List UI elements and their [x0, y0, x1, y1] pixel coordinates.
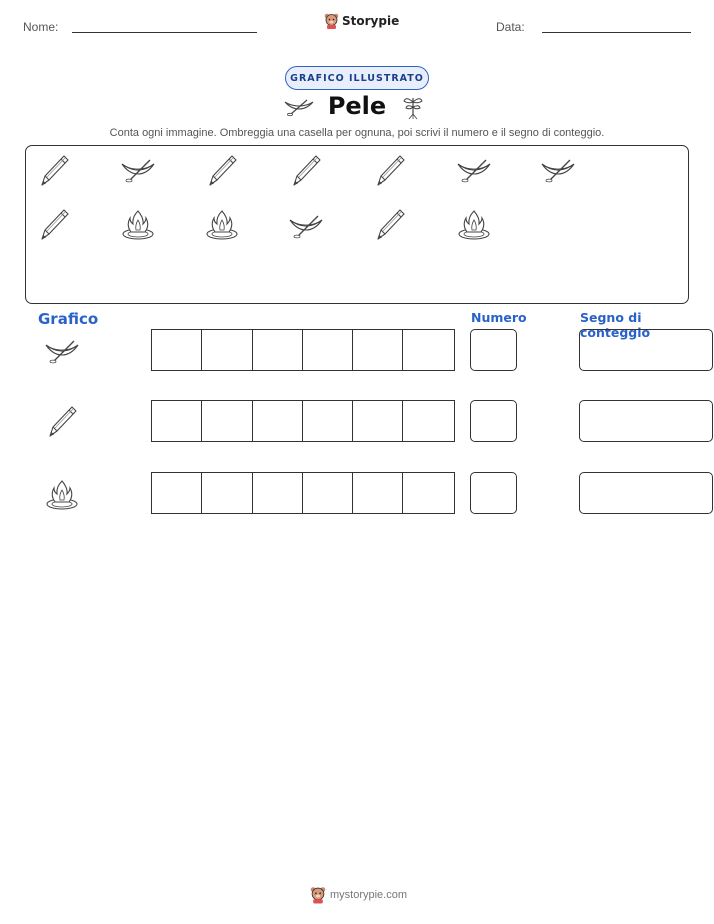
- tally-box-pencil[interactable]: [579, 400, 713, 442]
- picture-box: [25, 145, 689, 304]
- graph-cell[interactable]: [253, 330, 303, 370]
- canoe-icon: [288, 210, 324, 240]
- graph-row-canoe: [151, 329, 455, 371]
- graph-cell[interactable]: [403, 473, 453, 513]
- graph-cell[interactable]: [403, 330, 453, 370]
- graph-cell[interactable]: [152, 473, 202, 513]
- pencil-icon: [36, 206, 72, 242]
- canoe-icon: [44, 335, 80, 365]
- canoe-icon: [540, 154, 576, 184]
- graph-cell[interactable]: [202, 473, 252, 513]
- graph-cell[interactable]: [353, 401, 403, 441]
- worksheet-badge: GRAFICO ILLUSTRATO: [285, 66, 429, 90]
- campfire-icon: [44, 476, 80, 512]
- graph-cell[interactable]: [253, 473, 303, 513]
- number-heading: Numero: [471, 310, 527, 325]
- instructions: Conta ogni immagine. Ombreggia una casella per ognuna, poi scrivi il numero e il segno di conteggio.: [109, 127, 605, 139]
- pencil-icon: [372, 206, 408, 242]
- graph-row-campfire: [151, 472, 455, 514]
- campfire-icon: [120, 206, 156, 242]
- campfire-icon: [204, 206, 240, 242]
- campfire-icon: [456, 206, 492, 242]
- tally-heading: Segno di conteggio: [580, 310, 651, 340]
- footer: [310, 886, 407, 904]
- number-box-pencil[interactable]: [470, 400, 517, 442]
- storypie-logo: [324, 13, 399, 29]
- pencil-icon: [288, 152, 324, 188]
- graph-cell[interactable]: [202, 330, 252, 370]
- name-label: Nome:: [23, 20, 59, 34]
- tally-box-canoe[interactable]: [579, 329, 713, 371]
- graph-cell[interactable]: [202, 401, 252, 441]
- graph-cell[interactable]: [152, 401, 202, 441]
- pencil-icon: [372, 152, 408, 188]
- graph-cell[interactable]: [152, 330, 202, 370]
- bear-logo-icon: [324, 13, 339, 29]
- plant-icon: [400, 92, 426, 120]
- graph-cell[interactable]: [403, 401, 453, 441]
- page-title: Pele: [327, 92, 387, 120]
- graph-heading: Grafico: [38, 310, 99, 328]
- canoe-icon: [456, 154, 492, 184]
- graph-cell[interactable]: [303, 330, 353, 370]
- graph-cell[interactable]: [303, 473, 353, 513]
- pencil-icon: [204, 152, 240, 188]
- tally-box-campfire[interactable]: [579, 472, 713, 514]
- number-box-campfire[interactable]: [470, 472, 517, 514]
- graph-cell[interactable]: [303, 401, 353, 441]
- graph-cell[interactable]: [353, 330, 403, 370]
- bear-logo-icon: [310, 886, 326, 904]
- graph-cell[interactable]: [253, 401, 303, 441]
- brand-name: Storypie: [342, 14, 400, 28]
- pencil-icon: [44, 403, 80, 439]
- footer-url[interactable]: mystorypie.com: [330, 889, 408, 901]
- graph-row-pencil: [151, 400, 455, 442]
- date-line[interactable]: [542, 32, 691, 33]
- number-box-canoe[interactable]: [470, 329, 517, 371]
- pencil-icon: [36, 152, 72, 188]
- date-label: Data:: [496, 20, 525, 34]
- name-line[interactable]: [72, 32, 257, 33]
- graph-cell[interactable]: [353, 473, 403, 513]
- canoe-icon: [120, 154, 156, 184]
